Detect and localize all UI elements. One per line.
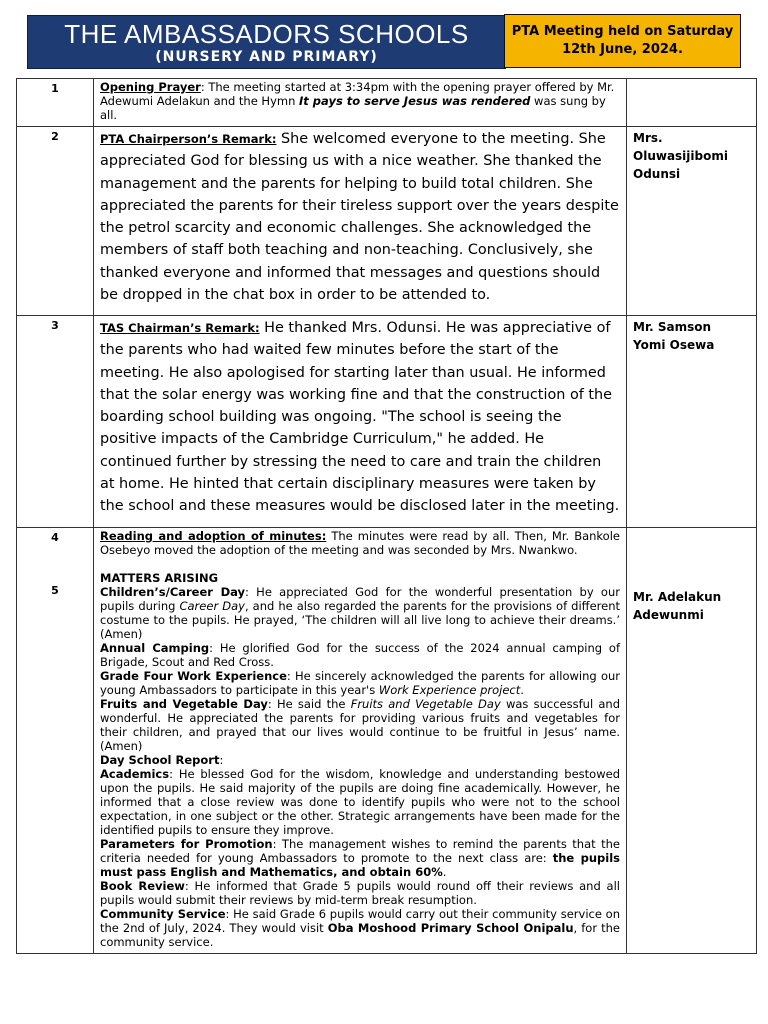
row-number: 2 xyxy=(17,127,94,316)
annual-camping-text: : He glorified God for the success of the 2024 annual camping of Brigade, Scout and Red Cross. xyxy=(100,641,620,669)
pta-chairperson-text: She welcomed everyone to the meeting. She appreciated God for blessing us with a nice weather. She thanked the management and the parents for helping to build total children. She appreciated the parents for their tireless support over the years despite the petrol scarcity and economic challenges. She acknowledged the members of staff both teaching and non-teaching. Conclusively, she thanked everyone and informed that messages and questions should be dropped in the chat box in order to be attended to. xyxy=(100,131,619,304)
minutes-table xyxy=(16,78,757,954)
book-review-paragraph xyxy=(100,879,620,907)
promotion-heading: Parameters for Promotion xyxy=(100,837,273,851)
row-number xyxy=(17,528,94,954)
matters-arising-heading: MATTERS ARISING xyxy=(100,571,219,585)
meeting-date-box xyxy=(504,14,741,68)
school-banner xyxy=(27,15,506,69)
fruits-day-text-end: was successful and wonderful. He appreciated the parents for providing various fruits and vegetables for their children, and prayed that our lives would continue to be fruitful in Jesus’ name. (Amen) xyxy=(100,697,620,753)
row-number: 3 xyxy=(17,316,94,528)
speaker-spacer xyxy=(633,530,750,588)
community-service-text-end: , for the community service. xyxy=(100,921,621,949)
row-speaker xyxy=(627,127,757,316)
day-school-colon: : xyxy=(219,753,224,767)
speaker-line: Mr. Samson xyxy=(633,320,712,334)
career-day-italic: Career Day xyxy=(179,599,245,613)
fruits-day-text: : He said the xyxy=(267,697,351,711)
book-review-heading: Book Review xyxy=(100,879,185,893)
grade-four-text-end: . xyxy=(520,683,524,697)
pta-chairperson-heading: PTA Chairperson’s Remark: xyxy=(100,132,277,146)
minutes-paragraph xyxy=(100,529,620,557)
row-number-4: 4 xyxy=(51,531,59,544)
day-school-paragraph xyxy=(100,753,620,767)
speaker-line: Mrs. xyxy=(633,131,663,145)
hymn-title: It pays to serve Jesus was rendered xyxy=(299,94,531,108)
table-row xyxy=(17,528,757,954)
meeting-line-2: 12th June, 2024. xyxy=(562,42,683,57)
minutes-heading: Reading and adoption of minutes: xyxy=(100,529,327,543)
row-number: 1 xyxy=(17,79,94,127)
work-experience-italic: Work Experience project xyxy=(378,683,521,697)
table-row xyxy=(17,79,757,127)
tas-chairman-text: He thanked Mrs. Odunsi. He was appreciative of the parents who had waited few minutes before the start of the meeting. He also apologised for starting later than usual. He informed that the solar energy was working fine and that the construction of the boarding school building was ongoing. "The school is seeing the positive impacts of the Cambridge Curriculum," he added. He continued further by stressing the need to care and train the children at home. He hinted that certain disciplinary measures were taken by the school and these measures would be disclosed later in the meeting. xyxy=(100,320,620,515)
promotion-paragraph xyxy=(100,837,620,879)
minutes-text: The minutes were read by all. Then, Mr. Bankole Osebeyo moved the adoption of the meeting and was seconded by Mrs. Nwankwo. xyxy=(100,529,620,557)
academics-paragraph xyxy=(100,767,620,837)
academics-text: : He blessed God for the wisdom, knowledge and understanding bestowed upon the pupils. He said majority of the pupils are doing fine academically. However, he informed that a close review was done to identify pupils who were not to the school expectation, in one subject or the other. Strategic arrangements have been made for the identified pupils to ensure they improve. xyxy=(100,767,620,837)
opening-prayer-text-end: was sung by all. xyxy=(100,94,606,122)
children-day-text: : He appreciated God for the wonderful presentation by our pupils during xyxy=(100,585,620,613)
grade-four-text: : He sincerely acknowledged the parents for allowing our young Ambassadors to participate in this year's xyxy=(100,669,621,697)
row-speaker xyxy=(627,316,757,528)
speaker-line: Yomi Osewa xyxy=(633,338,715,352)
day-school-heading: Day School Report xyxy=(100,753,220,767)
speaker-line: Odunsi xyxy=(633,167,681,181)
grade-four-paragraph xyxy=(100,669,620,697)
community-school-name: Oba Moshood Primary School Onipalu xyxy=(327,921,574,935)
community-service-heading: Community Service xyxy=(100,907,226,921)
speaker-line: Adewunmi xyxy=(633,608,704,622)
promotion-text: : The management wishes to remind the parents that the criteria needed for young Ambassadors to promote to the next class are: xyxy=(100,837,621,865)
row-number-5: 5 xyxy=(51,584,59,597)
annual-camping-heading: Annual Camping xyxy=(100,641,210,655)
book-review-text: : He informed that Grade 5 pupils would round off their reviews and all pupils would submit their reviews by mid-term break resumption. xyxy=(100,879,620,907)
promotion-text-end: . xyxy=(442,865,447,879)
opening-prayer-text: : The meeting started at 3:34pm with the opening prayer offered by Mr. Adewumi Adelakun and the Hymn xyxy=(100,80,615,108)
speaker-line: Mr. Adelakun xyxy=(633,590,722,604)
row-speaker xyxy=(627,79,757,127)
annual-camping-paragraph xyxy=(100,641,620,669)
row-content xyxy=(94,79,627,127)
community-service-paragraph xyxy=(100,907,620,949)
speaker-line: Oluwasijibomi xyxy=(633,149,728,163)
community-service-text: : He said Grade 6 pupils would carry out their community service on the 2nd of July, 2024. They would visit xyxy=(100,907,620,935)
promotion-criteria: the pupils must pass English and Mathematics, and obtain 60% xyxy=(100,851,621,879)
table-row xyxy=(17,127,757,316)
table-row xyxy=(17,316,757,528)
fruits-day-italic: Fruits and Vegetable Day xyxy=(350,697,501,711)
fruits-day-heading: Fruits and Vegetable Day xyxy=(100,697,268,711)
row-speaker xyxy=(627,528,757,954)
children-day-paragraph xyxy=(100,585,620,641)
children-day-text-end: , and he also regarded the parents for the provisions of different costume to the pupils. He prayed, ‘The children will all live long to achieve their dreams.’ (Amen) xyxy=(100,599,621,641)
school-name: THE AMBASSADORS SCHOOLS xyxy=(64,19,469,49)
fruits-day-paragraph xyxy=(100,697,620,753)
grade-four-heading: Grade Four Work Experience xyxy=(100,669,287,683)
academics-heading: Academics xyxy=(100,767,170,781)
meeting-line-1: PTA Meeting held on Saturday xyxy=(511,24,734,39)
children-day-heading: Children’s/Career Day xyxy=(100,585,246,599)
opening-prayer-heading: Opening Prayer xyxy=(100,80,201,94)
tas-chairman-heading: TAS Chairman’s Remark: xyxy=(100,321,260,335)
school-subtitle: (NURSERY AND PRIMARY) xyxy=(155,49,378,65)
row-content xyxy=(94,528,627,954)
row-content xyxy=(94,316,627,528)
row-content xyxy=(94,127,627,316)
